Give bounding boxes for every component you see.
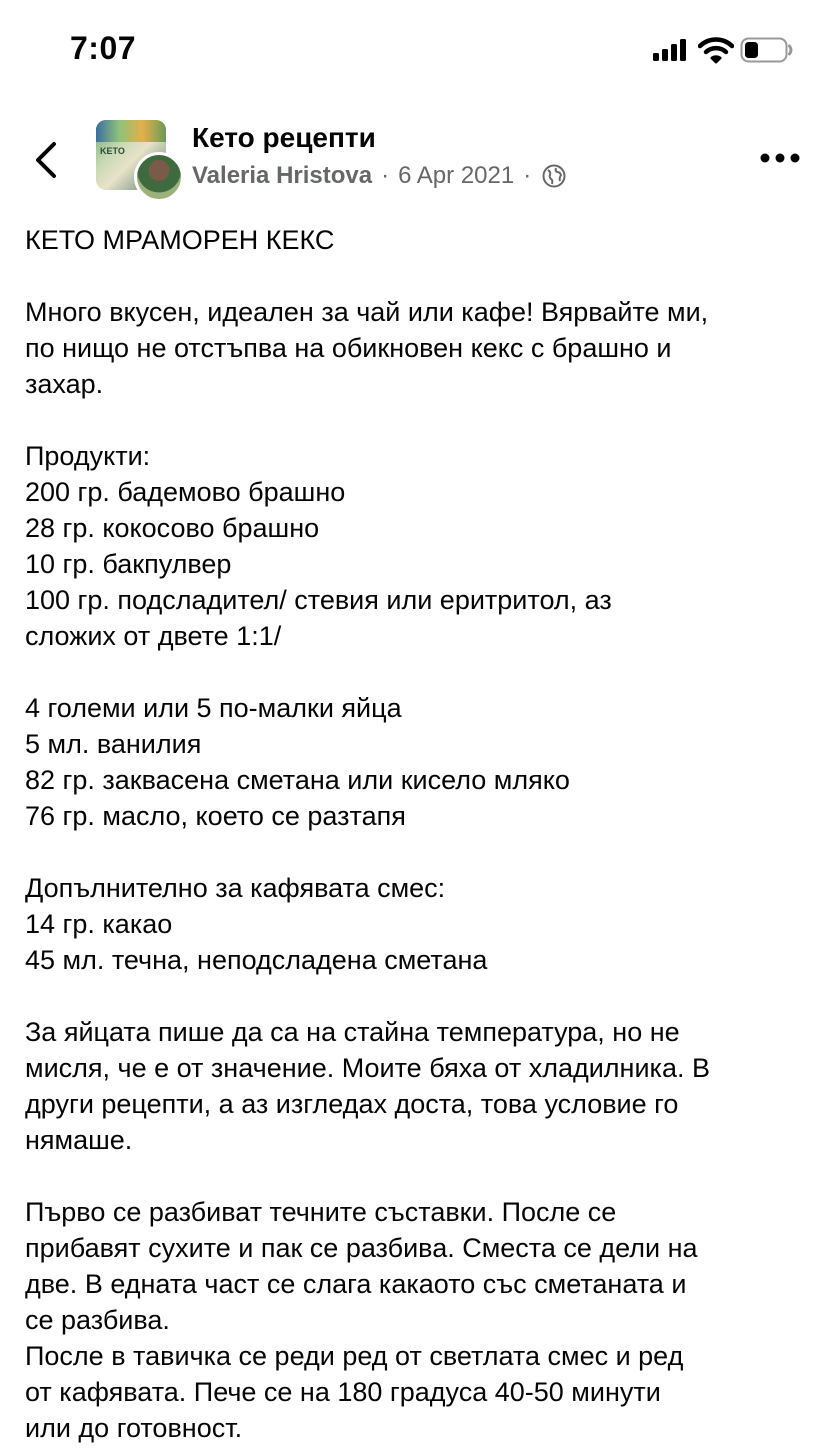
battery-icon <box>740 36 794 64</box>
ingredient-line: 4 големи или 5 по-малки яйца <box>25 693 402 723</box>
group-cover-image: KETO <box>96 120 166 190</box>
post-meta <box>192 162 566 190</box>
method-line: от кафявата. Пече се на 180 градуса 40-50 минути <box>25 1377 661 1407</box>
post-header <box>0 110 828 210</box>
cellular-signal-icon <box>652 38 688 62</box>
post-body <box>25 222 815 1446</box>
method-line: Първо се разбиват течните съставки. После се <box>25 1197 617 1227</box>
meta-separator: · <box>381 162 390 189</box>
chevron-left-icon[interactable] <box>30 140 60 180</box>
meta-separator: · <box>523 162 532 189</box>
wifi-icon <box>698 36 734 64</box>
author-avatar[interactable] <box>134 152 184 202</box>
globe-icon <box>542 164 566 188</box>
products-heading: Продукти: <box>25 441 151 471</box>
method-line: се разбива. <box>25 1305 170 1335</box>
post-intro-line: по нищо не отстъпва на обикновен кекс с брашно и <box>25 333 672 363</box>
note-line: други рецепти, а аз изгледах доста, това условие го <box>25 1089 679 1119</box>
post-intro-line: захар. <box>25 369 104 399</box>
extra-ingredient-line: 45 мл. течна, неподсладена сметана <box>25 945 488 975</box>
method-line: прибавят сухите и пак се разбива. Сместа се дели на <box>25 1233 698 1263</box>
extra-ingredient-line: 14 гр. какао <box>25 909 173 939</box>
post-intro-line: Много вкусен, идеален за чай или кафе! Вярвайте ми, <box>25 297 709 327</box>
ingredient-line: 100 гр. подсладител/ стевия или еритритол, аз <box>25 585 612 615</box>
ingredient-line: 5 мл. ванилия <box>25 729 202 759</box>
group-avatar[interactable] <box>96 120 180 204</box>
ingredient-line: 76 гр. масло, което се разтапя <box>25 801 406 831</box>
method-line: две. В едната част се слага какаото със сметаната и <box>25 1269 687 1299</box>
note-line: За яйцата пише да са на стайна температура, но не <box>25 1017 680 1047</box>
ingredient-line: 82 гр. заквасена сметана или кисело мляко <box>25 765 570 795</box>
group-name[interactable]: Кето рецепти <box>192 122 376 153</box>
status-bar <box>0 0 828 100</box>
post-title: КЕТО МРАМОРЕН КЕКС <box>25 225 335 255</box>
note-line: нямаше. <box>25 1125 133 1155</box>
extra-heading: Допълнително за кафявата смес: <box>25 873 446 903</box>
ingredient-line: 200 гр. бадемово брашно <box>25 477 346 507</box>
method-line: или до готовност. <box>25 1413 243 1443</box>
more-horizontal-icon[interactable] <box>760 152 800 164</box>
author-name[interactable]: Valeria Hristova <box>192 162 373 189</box>
method-line: После в тавичка се реди ред от светлата смес и ред <box>25 1341 684 1371</box>
note-line: мисля, че е от значение. Моите бяха от хладилника. В <box>25 1053 710 1083</box>
status-time: 7:07 <box>70 30 137 66</box>
ingredient-line: 10 гр. бакпулвер <box>25 549 232 579</box>
post-date[interactable]: 6 Apr 2021 <box>398 162 515 189</box>
ingredient-line: сложих от двете 1:1/ <box>25 621 282 651</box>
ingredient-line: 28 гр. кокосово брашно <box>25 513 320 543</box>
